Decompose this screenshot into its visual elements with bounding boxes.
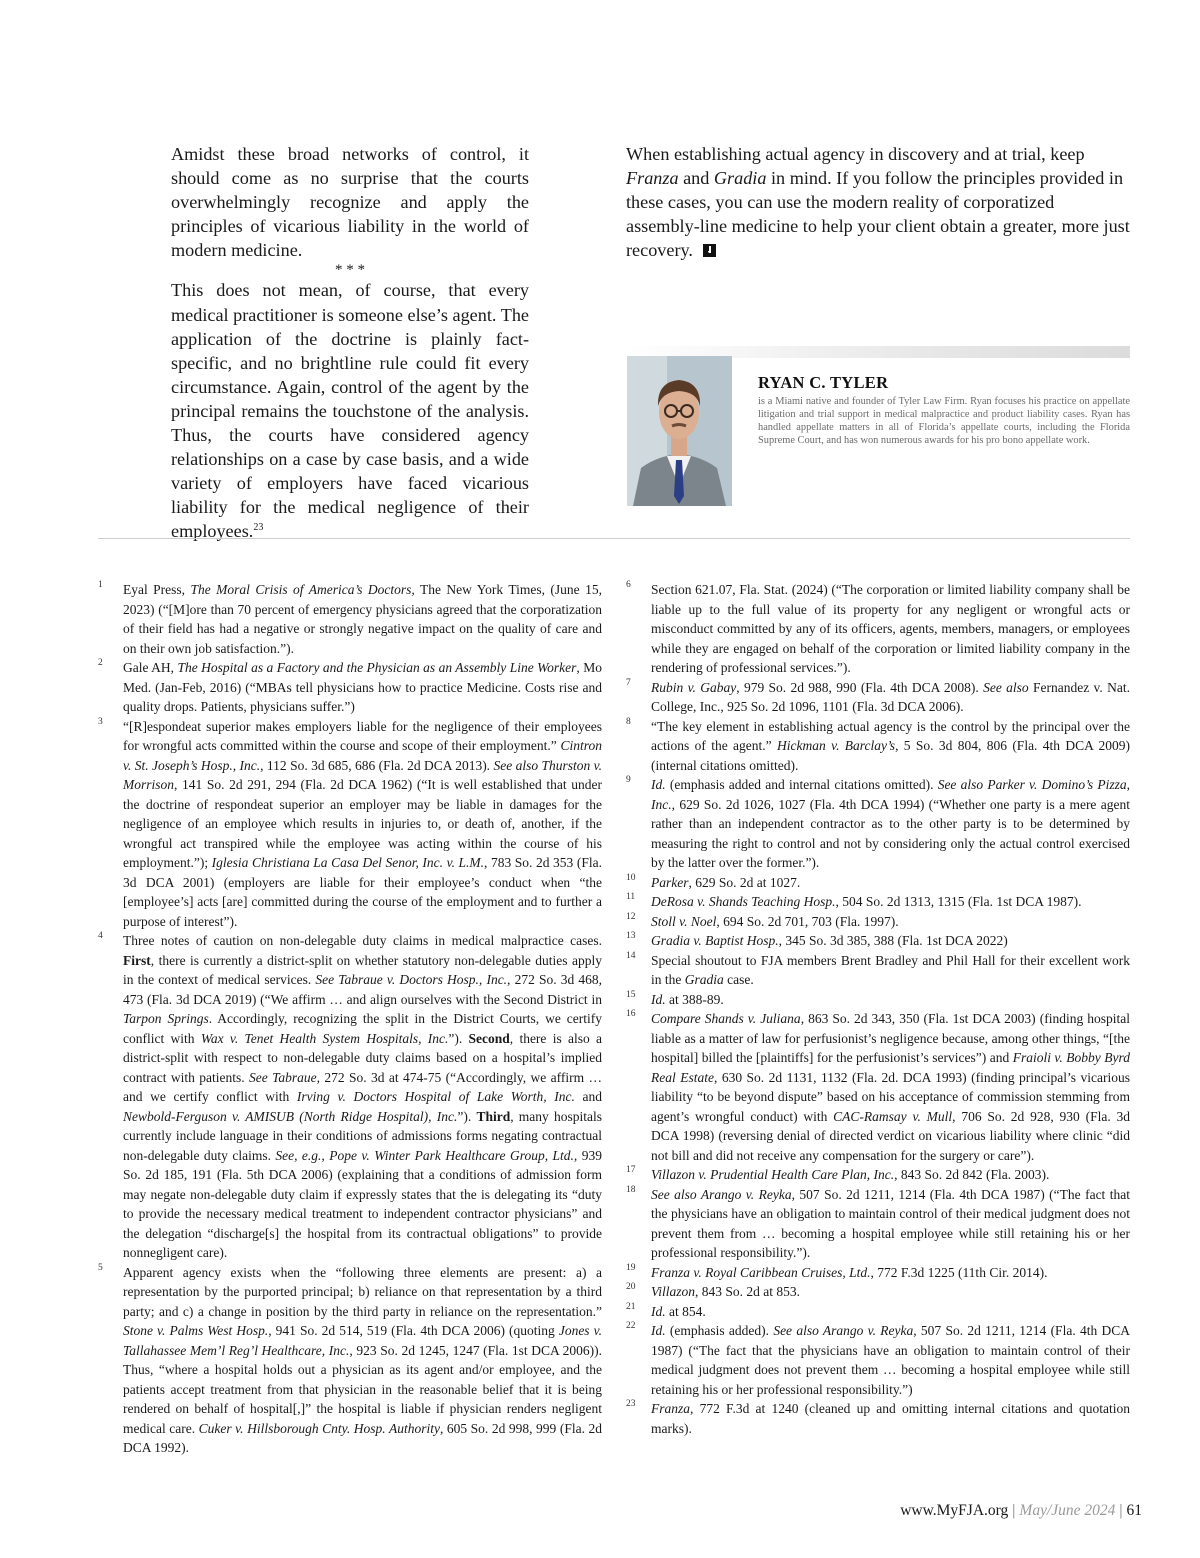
footnote-text: , 941 So. 2d 514, 519 (Fla. 4th DCA 2006) (quoting <box>268 1323 559 1338</box>
footnote <box>626 775 1130 873</box>
footnote-text: , 605 So. 2d 998, 999 (Fla. 2d DCA 1992). <box>123 1420 602 1455</box>
citation-text: Cintron v. St. Joseph’s Hosp., Inc. <box>123 738 602 773</box>
body-paragraph <box>171 278 529 543</box>
citation-text: See also Arango v. Reyka <box>651 1186 792 1202</box>
footnote-text: (emphasis added and internal citations omitted). <box>665 777 938 792</box>
footer-separator: | <box>1012 1502 1016 1519</box>
site-link[interactable]: www.MyFJA.org <box>900 1502 1009 1519</box>
footnote-text: , 507 So. 2d 1211, 1214 (Fla. 4th DCA 1987) (“The fact that the physicians have an obligation to maintain control of their medical judgment does not prevent them from … becoming a hospital employee while still retaining his or her professional responsibility.”). <box>651 1186 1130 1260</box>
citation-text: Franza, <box>651 1401 694 1416</box>
footnote <box>626 873 1130 893</box>
citation-text: Jones v. Tallahassee Mem’l Reg’l Healthcare, Inc. <box>123 1323 602 1358</box>
citation-text: Gradia v. Baptist Hosp. <box>651 933 779 948</box>
footnotes-right-column <box>626 580 1130 1438</box>
footnote <box>626 931 1130 951</box>
footnote-number: 21 <box>626 1301 636 1312</box>
footnote-number: 13 <box>626 931 636 941</box>
issue-label: May/June 2024 <box>1019 1502 1116 1519</box>
footnotes-divider <box>98 538 1130 539</box>
footnote-number: 7 <box>626 677 631 688</box>
footnote-text: , Mo Med. (Jan-Feb, 2016) (“MBAs tell physicians how to practice Medicine. Costs rise and quality drops. Patients, physicians suffer.”) <box>123 660 602 714</box>
footnote-text: , 630 So. 2d 1131, 1132 (Fla. 2d. DCA 1993) (finding principal’s vicarious liability “to be beyond dispute” based on his acceptance of commission stemming from agent’s wrongful conduct) with <box>651 1069 1130 1124</box>
citation-text: See, e.g., Pope v. Winter Park Healthcare Group, Ltd., <box>275 1147 578 1163</box>
citation-text: See Tabraue v. Doctors Hosp., Inc., <box>315 972 511 987</box>
citation-text: See also Thurston v. Morrison <box>123 757 602 792</box>
footnote-text: Fernandez v. Nat. College, Inc., 925 So. 2d 1096, 1101 (Fla. 3d DCA 2006). <box>651 679 1130 714</box>
footnote-number: 9 <box>626 775 631 785</box>
footnote-text: . Accordingly, recognizing the split in the District Courts, we certify conflict with <box>123 1011 602 1046</box>
footnote-text: 772 F.3d at 1240 (cleaned up and omitting internal citations and quotation marks). <box>651 1401 1130 1436</box>
footnote-text: , 629 So. 2d at 1027. <box>688 874 801 890</box>
footnote-text: , 345 So. 3d 385, 388 (Fla. 1st DCA 2022) <box>778 933 1008 948</box>
footnote-text: and <box>678 168 714 189</box>
author-portrait-icon <box>627 356 732 506</box>
footnote-number: 23 <box>626 1399 636 1409</box>
footnote-text: 272 So. 3d at 474-75 (“Accordingly, we affirm … and we certify conflict with <box>123 1069 602 1104</box>
citation-text: Iglesia Christiana La Casa Del Senor, Inc. v. L.M. <box>211 855 485 870</box>
footnote-text: and <box>574 1089 602 1104</box>
footnote-text: , 694 So. 2d 701, 703 (Fla. 1997). <box>716 913 899 929</box>
citation-text: See also Parker v. Domino’s Pizza, Inc. <box>651 777 1130 812</box>
citation-text: Rubin v. Gabay <box>651 679 737 695</box>
footnote-text: in mind. If you follow the principles provided in these cases, you can use the modern reality of corporatized assembly-line medicine to help your client obtain a greater, more just recovery. <box>626 168 1130 261</box>
body-paragraph: Amidst these broad networks of control, it should come as no surprise that the courts overwhelmingly recognize and apply the principles of vicarious liability in the world of modern medicine. <box>171 144 529 261</box>
section-separator: * * * <box>335 262 365 279</box>
emphasis-text: Second <box>468 1030 510 1046</box>
citation-text: Id. <box>651 1303 666 1319</box>
footnote-text: , 5 So. 3d 804, 806 (Fla. 4th DCA 2009) (internal citations omitted). <box>651 738 1130 773</box>
footnote-text: ”). <box>448 1030 469 1046</box>
footnote-text: , there is also a district-split with respect to non-delegable duty claims based on a hospital’s implied contract with patients. <box>123 1030 603 1085</box>
footnote-text: Eyal Press, <box>123 582 191 597</box>
footnote <box>626 717 1130 776</box>
citation-text: Tarpon Springs <box>123 1011 209 1026</box>
footnote <box>626 1185 1130 1263</box>
footnote-number: 15 <box>626 989 636 1000</box>
citation-text: Cuker v. Hillsborough Cnty. Hosp. Authority <box>198 1420 440 1436</box>
footnote-text: case. <box>723 972 754 987</box>
citation-text: The Moral Crisis of America’s Doctors, <box>190 582 415 597</box>
footnote <box>626 1282 1130 1302</box>
footnote-number: 11 <box>626 892 636 902</box>
article-right-column <box>626 142 1130 262</box>
citation-text: See also Arango v. Reyka <box>773 1323 914 1338</box>
footnote-text: , 772 F.3d 1225 (11th Cir. 2014). <box>870 1264 1048 1280</box>
footnote <box>626 912 1130 932</box>
footnote-text: This does not mean, of course, that every medical practitioner is someone else’s agent. The application of the doctrine is plainly fact-specific, and no brightline rule could fit every circumstance. Again, control of the agent by the principal remains the touchstone of the analysis. Thus, the courts have considered agency relationships on a case by case basis, and a wide variety of employers have faced vicarious liability for the medical negligence of their employees. <box>171 280 529 542</box>
footnote-text: , 863 So. 2d 343, 350 (Fla. 1st DCA 2003) (finding hospital liable as a matter of law for perfusionist’s negligence because, among other things, “[the hospital] billed the [plaintiffs] for the perfusionist’s services”) and <box>651 1011 1130 1065</box>
footnote <box>98 1263 602 1458</box>
citation-text: Villazon v. Prudential Health Care Plan, Inc. <box>651 1167 895 1182</box>
emphasis-text: Third <box>476 1108 511 1124</box>
footnote-text: , 141 So. 2d 291, 294 (Fla. 2d DCA 1962) (“It is well established that under the doctrine of respondeat superior an employer may be liable in damages for the negligence of an employee which results in injuries to, or death of, another, if the wrongful act transpired while the employee was acting within the course of his employment.”); <box>123 777 602 870</box>
footnote-text: at 388-89. <box>665 991 724 1007</box>
footnote <box>98 931 602 1263</box>
citation-text: Gradia <box>713 168 767 189</box>
citation-text: Parker <box>651 874 689 890</box>
footnote-number: 2 <box>98 658 103 668</box>
emphasis-text: First <box>123 952 151 968</box>
footnote-number: 17 <box>626 1165 636 1175</box>
page-number: 61 <box>1126 1502 1142 1519</box>
footnote <box>626 1399 1130 1438</box>
citation-text: See Tabraue, <box>248 1069 320 1085</box>
footnote-text: (emphasis added). <box>665 1323 774 1338</box>
footnote-text: , 843 So. 2d 842 (Fla. 2003). <box>894 1167 1050 1182</box>
citation-text: Stone v. Palms West Hosp. <box>123 1323 269 1338</box>
footnote-text: , 843 So. 2d at 853. <box>695 1284 801 1299</box>
citation-text: The Hospital as a Factory and the Physician as an Assembly Line Worker <box>177 660 577 675</box>
article-left-column <box>171 142 529 544</box>
footnote-number: 18 <box>626 1184 636 1195</box>
footnote-number: 1 <box>98 580 103 590</box>
citation-text: Villazon <box>651 1284 696 1299</box>
footnote-text: Gale AH, <box>123 660 178 675</box>
footnote-number: 8 <box>626 716 631 727</box>
citation-text: Fraioli v. Bobby Byrd Real Estate <box>651 1050 1130 1085</box>
footnote-text: at 854. <box>665 1303 706 1319</box>
page-footer <box>900 1502 1142 1520</box>
citation-text: Stoll v. Noel <box>651 913 717 929</box>
footnote <box>626 580 1130 678</box>
citation-text: Franza v. Royal Caribbean Cruises, Ltd. <box>651 1264 871 1280</box>
footnote <box>626 951 1130 990</box>
footnote-text: ”). <box>457 1108 477 1124</box>
citation-text: DeRosa v. Shands Teaching Hosp. <box>651 894 836 909</box>
footnote-text: , many hospitals currently include language in their conditions of admissions forms negating contractual non-delegable duty claims. <box>123 1108 602 1163</box>
author-bio-text: is a Miami native and founder of Tyler Law Firm. Ryan focuses his practice on appellate litigation and trial support in medical malpractice and product liability cases. Ryan has handled appellate matters in all of Florida’s appellate courts, including the Florida Supreme Court, and has won numerous awards for his pro bono appellate work. <box>758 396 1130 446</box>
footnote <box>626 678 1130 717</box>
footnote <box>626 1263 1130 1283</box>
footnote-number: 22 <box>626 1321 636 1331</box>
footnote-number: 20 <box>626 1282 636 1292</box>
footnote-text: , 112 So. 3d 685, 686 (Fla. 2d DCA 2013). <box>260 757 494 773</box>
footnote-text: , 783 So. 2d 353 (Fla. 3d DCA 2001) (employers are liable for their employee’s conduct when “the [employee’s] acts [are] committed during the course of the employment and to further a purpose of interest”). <box>123 855 602 929</box>
footnote <box>626 990 1130 1010</box>
footnote-number: 12 <box>626 911 636 922</box>
footnote-number: 16 <box>626 1009 636 1019</box>
footnote-text: The New York Times, (June 15, 2023) (“[M]ore than 70 percent of emergency physicians agreed that the corporatization of their field has had a negative or strongly negative impact on the quality of care and on their own job satisfaction.”). <box>123 582 602 656</box>
footnote-text: , there is currently a district-split on whether statutory non-delegable duties apply in the context of medical services. <box>123 952 602 987</box>
footnote-text: , 706 So. 2d 928, 930 (Fla. 3d DCA 1998) (reversing denial of directed verdict on vicarious liability where clinic “did not bill and did not receive any compensation for the surgery or care”). <box>651 1108 1130 1163</box>
footnote-number: 6 <box>626 580 631 590</box>
footnote-number: 5 <box>98 1262 103 1273</box>
footnote-number: 14 <box>626 950 636 961</box>
footnote <box>98 658 602 717</box>
author-photo <box>627 356 732 506</box>
citation-text: Gradia <box>684 972 724 987</box>
footnote <box>98 580 602 658</box>
conclusion-paragraph <box>626 142 1130 262</box>
footnote <box>626 1009 1130 1165</box>
footnote-text: 272 So. 3d 468, 473 (Fla. 3d DCA 2019) (“We affirm … and align ourselves with the Second District in <box>123 972 602 1007</box>
footnote-text: Special shoutout to FJA members Brent Bradley and Phil Hall for their excellent work in the <box>651 952 1130 987</box>
footnote-text: When establishing actual agency in discovery and at trial, keep <box>626 144 1085 164</box>
footnote-number: 19 <box>626 1262 636 1273</box>
citation-text: Franza <box>626 168 679 189</box>
citation-text: Id. <box>651 991 666 1007</box>
footnote-text: “The key element in establishing actual agency is the control by the principal over the actions of the agent.” <box>651 718 1130 753</box>
footnote <box>626 1165 1130 1185</box>
citation-text: See also <box>983 679 1029 695</box>
footnote-number: 10 <box>626 872 636 883</box>
citation-text: Id. <box>651 777 666 792</box>
footnote-text: , 507 So. 2d 1211, 1214 (Fla. 4th DCA 1987) (“The fact that the physicians have an obligation to maintain control of their medical judgment does not prevent them … becoming a hospital employee while still retaining his or her professional responsibility.”) <box>651 1323 1130 1397</box>
author-bio <box>758 373 1130 447</box>
footnote-text: “[R]espondeat superior makes employers liable for the negligence of their employees for wrongful acts committed within the course and scope of their employment.” <box>123 718 602 753</box>
footnotes-left-column <box>98 580 602 1458</box>
author-name: RYAN C. TYLER <box>758 373 889 392</box>
citation-text: Compare Shands v. Juliana <box>651 1011 801 1026</box>
footnote-text: Apparent agency exists when the “following three elements are present: a) a representation by the purported principal; b) reliance on that representation by a third party; and c) a change in position by the third party in reliance on the representation.” <box>123 1264 602 1319</box>
footnote <box>626 1302 1130 1322</box>
footnote-ref[interactable]: 23 <box>253 522 264 534</box>
footnote-text: 939 So. 2d 185, 191 (Fla. 5th DCA 2006) (explaining that a conditions of admission form may negate non-delegable duty claim if expressly states that the is delegating its “duty to provide the necessary medical treatment to independent contractor physicians” and the delegation “discharge[s] the hospital from its contractual obligations” to provide nonnegligent care). <box>123 1147 602 1260</box>
article-end-mark-icon <box>703 244 716 257</box>
citation-text: Newbold-Ferguson v. AMISUB (North Ridge Hospital), Inc. <box>123 1108 458 1124</box>
footnote-text: , 629 So. 2d 1026, 1027 (Fla. 4th DCA 1994) (“Whether one party is a mere agent rather than an independent contractor as to the other party is to be determined by measuring the right to control and not by considering only the actual control exercised by the latter over the former.”). <box>651 796 1130 870</box>
footnote-text: Three notes of caution on non-delegable duty claims in medical malpractice cases. <box>123 933 602 948</box>
footnote <box>626 1321 1130 1399</box>
footnote-text: Section 621.07, Fla. Stat. (2024) (“The corporation or limited liability company shall be liable up to the full value of its property for any negligent or wrongful acts or misconduct committed by any of its officers, agents, members, managers, or employees while they are engaged on behalf of the corporation or limited liability company in the rendering of professional services.”). <box>651 582 1130 675</box>
footnote-text: , 504 So. 2d 1313, 1315 (Fla. 1st DCA 1987). <box>835 894 1082 909</box>
citation-text: Hickman v. Barclay’s <box>777 738 896 753</box>
citation-text: Id. <box>651 1323 666 1338</box>
citation-text: CAC-Ramsay v. Mull <box>833 1108 953 1124</box>
footnote-text: , 923 So. 2d 1245, 1247 (Fla. 1st DCA 2006)). Thus, “where a hospital holds out a physician as its agent and/or employee, and the patients accept treatment from that physician in the reasonable belief that it is being rendered on behalf of hospital[,]” the hospital is liable if physician renders negligent medical care. <box>123 1342 602 1436</box>
footer-separator: | <box>1119 1502 1123 1519</box>
footnote-number: 4 <box>98 931 103 941</box>
footnote <box>626 892 1130 912</box>
citation-text: Wax v. Tenet Health System Hospitals, Inc. <box>200 1030 449 1046</box>
footnote-text: , 979 So. 2d 988, 990 (Fla. 4th DCA 2008). <box>736 679 984 695</box>
footnote-number: 3 <box>98 716 103 727</box>
footnote <box>98 717 602 932</box>
citation-text: Irving v. Doctors Hospital of Lake Worth, Inc. <box>296 1089 575 1104</box>
